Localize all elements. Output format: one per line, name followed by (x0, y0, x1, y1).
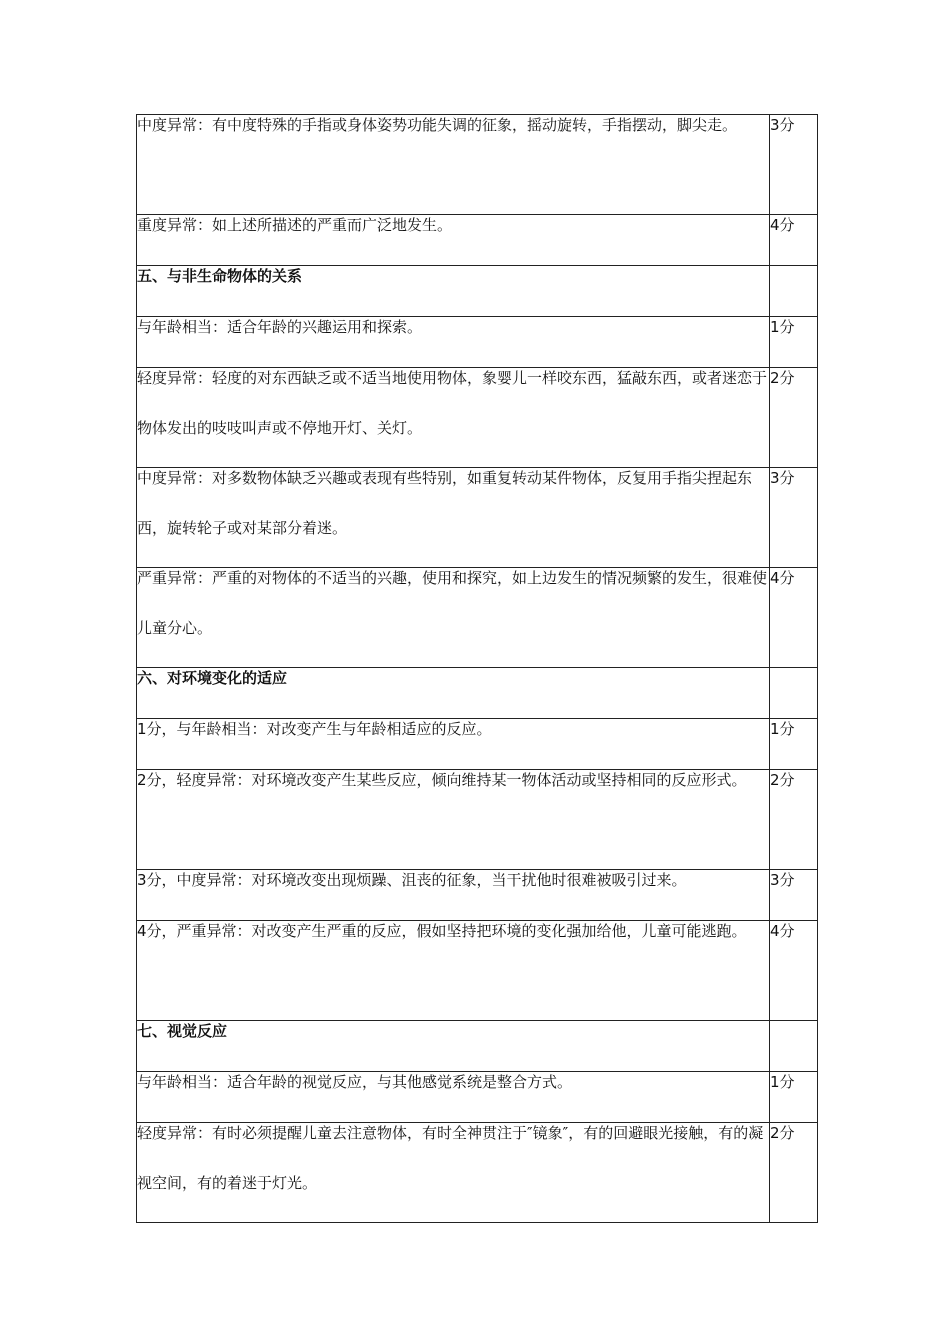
criterion-description: 严重异常：严重的对物体的不适当的兴趣，使用和探究，如上边发生的情况频繁的发生，很难使儿童分心。 (137, 569, 768, 637)
score-value: 2分 (770, 770, 818, 870)
criterion-row (137, 921, 818, 1021)
score-value: 1分 (770, 719, 818, 770)
score-value: 3分 (770, 468, 818, 568)
criterion-description: 1分，与年龄相当：对改变产生与年龄相适应的反应。 (137, 720, 492, 738)
criterion-description: 与年龄相当：适合年龄的视觉反应，与其他感觉系统是整合方式。 (137, 1073, 573, 1091)
criterion-row (137, 568, 818, 668)
score-value: 3分 (770, 115, 818, 215)
empty-score-cell (770, 1021, 818, 1072)
criterion-row (137, 1123, 818, 1223)
criterion-description: 与年龄相当：适合年龄的兴趣运用和探索。 (137, 318, 423, 336)
section-heading: 五、与非生命物体的关系 (137, 266, 770, 317)
criterion-description: 轻度异常：轻度的对东西缺乏或不适当地使用物体，象婴儿一样咬东西，猛敲东西，或者迷恋于物体发出的吱吱叫声或不停地开灯、关灯。 (137, 369, 768, 437)
score-value: 4分 (770, 568, 818, 668)
criterion-description-cell (137, 1123, 770, 1223)
criterion-description-cell (137, 568, 770, 668)
score-value: 2分 (770, 368, 818, 468)
criterion-description: 3分，中度异常：对环境改变出现烦躁、沮丧的征象，当干扰他时很难被吸引过来。 (137, 871, 687, 889)
criterion-row (137, 215, 818, 266)
section-heading: 六、对环境变化的适应 (137, 668, 770, 719)
score-value: 4分 (770, 215, 818, 266)
criterion-description: 4分，严重异常：对改变产生严重的反应，假如坚持把环境的变化强加给他，儿童可能逃跑。 (137, 922, 747, 940)
criterion-description: 重度异常：如上述所描述的严重而广泛地发生。 (137, 216, 453, 234)
score-value: 3分 (770, 870, 818, 921)
empty-score-cell (770, 668, 818, 719)
score-value: 1分 (770, 1072, 818, 1123)
score-value: 4分 (770, 921, 818, 1021)
criterion-description: 中度异常：对多数物体缺乏兴趣或表现有些特别，如重复转动某件物体，反复用手指尖捏起东西，旋转轮子或对某部分着迷。 (137, 469, 753, 537)
criterion-description-cell (137, 215, 770, 266)
score-value: 2分 (770, 1123, 818, 1223)
criterion-description-cell (137, 921, 770, 1021)
criterion-description: 轻度异常：有时必须提醒儿童去注意物体，有时全神贯注于″镜象″，有的回避眼光接触，有的凝视空间，有的着迷于灯光。 (137, 1124, 764, 1192)
section-heading: 七、视觉反应 (137, 1021, 770, 1072)
criterion-description: 2分，轻度异常：对环境改变产生某些反应，倾向维持某一物体活动或坚持相同的反应形式。 (137, 771, 747, 789)
empty-score-cell (770, 266, 818, 317)
score-value: 1分 (770, 317, 818, 368)
assessment-table (136, 114, 818, 1223)
assessment-table-body (137, 115, 818, 1223)
criterion-description: 中度异常：有中度特殊的手指或身体姿势功能失调的征象，摇动旋转，手指摆动，脚尖走。 (137, 116, 738, 134)
